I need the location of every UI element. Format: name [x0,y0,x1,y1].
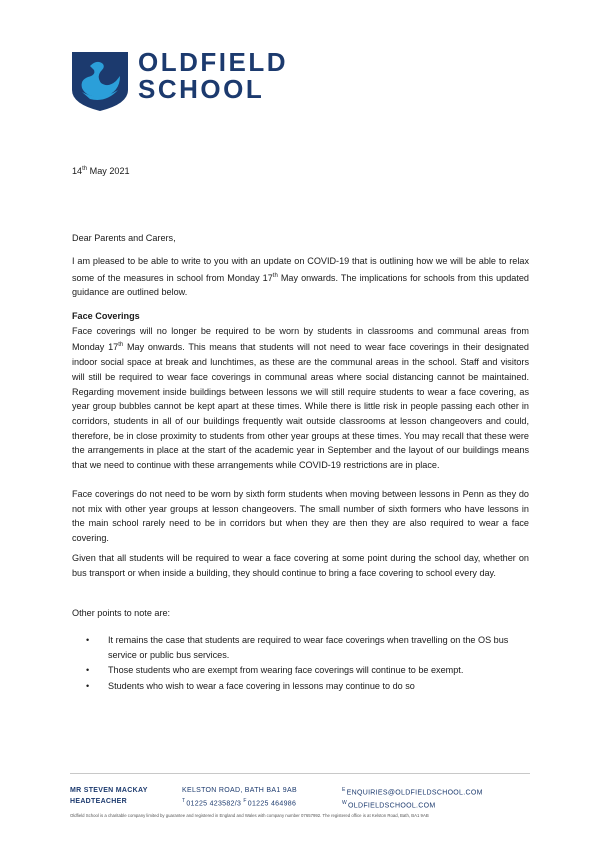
letter-date [72,162,529,179]
school-address: KELSTON ROAD, BATH BA1 9AB [182,787,297,794]
email-address[interactable]: ENQUIRIES@OLDFIELDSCHOOL.COM [346,789,483,797]
tel-label: T [182,798,186,804]
footer-contact-block [342,785,483,812]
face-coverings-heading: Face Coverings [72,311,140,321]
school-crest [70,50,130,112]
web-label: W [342,800,348,807]
fax-number: 01225 464986 [247,800,297,808]
sixth-form-paragraph: Face coverings do not need to be worn by sixth form students when moving between lessons in Penn as they do not mix with other year groups at lesson changeovers. The small number of sixth formers who have lessons in the main school rarely need to be in corridors but when they are then they are also required to wear a face covering. [72,489,529,544]
footer-signatory [70,785,148,807]
all-students-paragraph: Given that all students will be required to wear a face covering at some point during the school day, whether on bus transport or when inside a building, they should continue to bring a face covering to school every day. [72,553,529,578]
list-item-text: Those students who are exempt from wearing face coverings will continue to be exempt. [108,665,464,676]
face-text-a: Face coverings will no longer be required to be worn by students in classrooms and communal areas from Monday 17 [72,325,529,353]
date-rest: May 2021 [87,166,130,177]
intro-paragraph [72,254,529,300]
intro-text-a: I am pleased to be able to write to you with an update on COVID-19 that is outlining how we will be able to relax some of the measures in school from Monday 17 [72,256,529,283]
bullet-icon: • [86,665,90,676]
date-day: 14 [72,166,83,177]
bullet-icon: • [86,681,90,692]
list-item [72,633,529,662]
face-coverings-paragraph [72,324,529,473]
face-text-b: May onwards. This means that students will not need to wear face coverings in their designated indoor social space at break and lunchtimes, as these are the communal areas in the school. Staff and visitors will still be required to wear face coverings in communal areas where social distancing cannot be maintained. Regarding movement inside buildings between lessons we will still require students to wear a face covering, as year group bubbles cannot be kept apart at these times. While there is little risk in people passing each other in corridors, students in all of our buildings frequently wait outside classrooms at lesson changeovers and could, therefore, be in close proximity to students from other year groups at these times. You may recall that these were the arrangements in place at the start of the academic year in September and the layout of our buildings means that we need to continue with these arrangements while COVID-19 restrictions are in place. [72,342,529,471]
bullet-icon: • [86,635,90,645]
fax-label: F [243,798,247,804]
headteacher-role: HEADTEACHER [70,798,127,805]
other-points-list [72,633,529,695]
web-line [342,798,483,811]
salutation: Dear Parents and Carers, [72,233,176,243]
school-name-line1: OLDFIELD [138,47,288,77]
list-item [72,679,529,694]
legal-notice: Oldfield School is a charitable company limited by guarantee and registered in England and Wales with company number 07657992. The registered office is at Kelston Road, Bath, BA1 9AB [70,813,429,818]
school-wordmark [138,49,288,103]
face-sup: th [118,342,124,349]
other-points-intro: Other points to note are: [72,608,171,618]
tel-number: 01225 423582/3 [186,800,242,808]
list-item-text: Students who wish to wear a face covering in lessons may continue to do so [108,681,415,692]
email-line [342,785,483,798]
face-coverings-section [72,309,529,473]
email-label: E [342,787,346,793]
list-item [72,663,529,678]
date-suffix: th [82,166,88,172]
footer-divider [70,773,530,774]
headteacher-name: MR STEVEN MACKAY [70,787,148,794]
footer-address-block [182,785,297,809]
intro-text-b: May onwards. The implications for schools from this updated guidance are outlined below. [72,272,529,298]
intro-sup: th [272,272,278,279]
swan-crest-icon [70,50,130,112]
list-item-text: It remains the case that students are required to wear face coverings when travelling on the OS bus service or public bus services. [108,635,509,660]
phone-line [182,796,297,809]
website-link[interactable]: OLDFIELDSCHOOL.COM [348,802,436,810]
school-name-line2: SCHOOL [138,74,265,104]
